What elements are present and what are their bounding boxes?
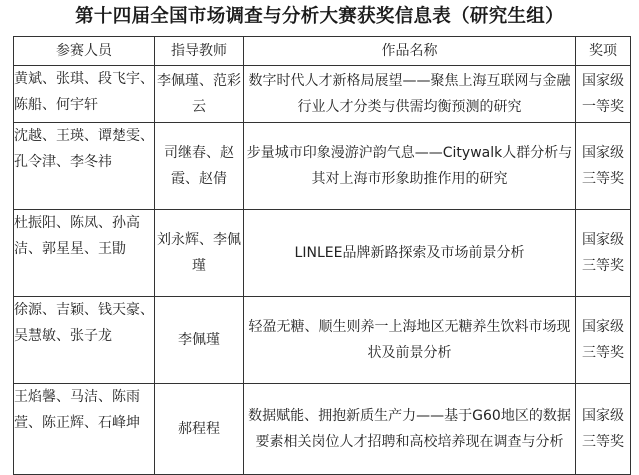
advisors-cell: 司继春、赵霞、赵倩 (155, 123, 244, 210)
advisors-cell: 郝程程 (155, 384, 244, 475)
work-title-cell: 轻盈无糖、顺生则养一上海地区无糖养生饮料市场现状及前景分析 (244, 297, 576, 384)
award-cell: 国家级三等奖 (576, 123, 631, 210)
table-header-row (14, 37, 631, 66)
award-cell: 国家级一等奖 (576, 66, 631, 123)
work-title-cell: 步量城市印象漫游沪韵气息——Citywalk人群分析与其对上海市形象助推作用的研究 (244, 123, 576, 210)
work-title-cell: 数字时代人才新格局展望——聚焦上海互联网与金融行业人才分类与供需均衡预测的研究 (244, 66, 576, 123)
award-cell: 国家级三等奖 (576, 210, 631, 297)
work-title-cell: 数据赋能、拥抱新质生产力——基于G60地区的数据要素相关岗位人才招聘和高校培养现在调查与分析 (244, 384, 576, 475)
advisors-cell: 刘永辉、李佩瑾 (155, 210, 244, 297)
award-cell: 国家级三等奖 (576, 297, 631, 384)
table-row (14, 384, 631, 475)
header-participants: 参赛人员 (14, 37, 155, 66)
table-row (14, 123, 631, 210)
table-row (14, 210, 631, 297)
header-advisors: 指导教师 (155, 37, 244, 66)
participants-cell: 黄斌、张琪、段飞宇、陈船、何宇轩 (14, 66, 155, 123)
document-title: 第十四届全国市场调查与分析大赛获奖信息表（研究生组） (75, 6, 564, 27)
participants-cell: 王焰馨、马洁、陈雨萱、陈正辉、石峰坤 (14, 384, 155, 475)
award-cell: 国家级三等奖 (576, 384, 631, 475)
participants-cell: 杜振阳、陈凤、孙高洁、郭星星、王勖 (14, 210, 155, 297)
table-row (14, 66, 631, 123)
header-work-title: 作品名称 (244, 37, 576, 66)
participants-cell: 沈越、王瑛、谭楚雯、孔令津、李冬祎 (14, 123, 155, 210)
participants-cell: 徐源、吉颖、钱天豪、吴慧敏、张子龙 (14, 297, 155, 384)
table-row (14, 297, 631, 384)
work-title-cell: LINLEE品牌新路探索及市场前景分析 (244, 210, 576, 297)
advisors-cell: 李佩瑾、范彩云 (155, 66, 244, 123)
header-award: 奖项 (576, 37, 631, 66)
awards-table (13, 36, 631, 475)
advisors-cell: 李佩瑾 (155, 297, 244, 384)
